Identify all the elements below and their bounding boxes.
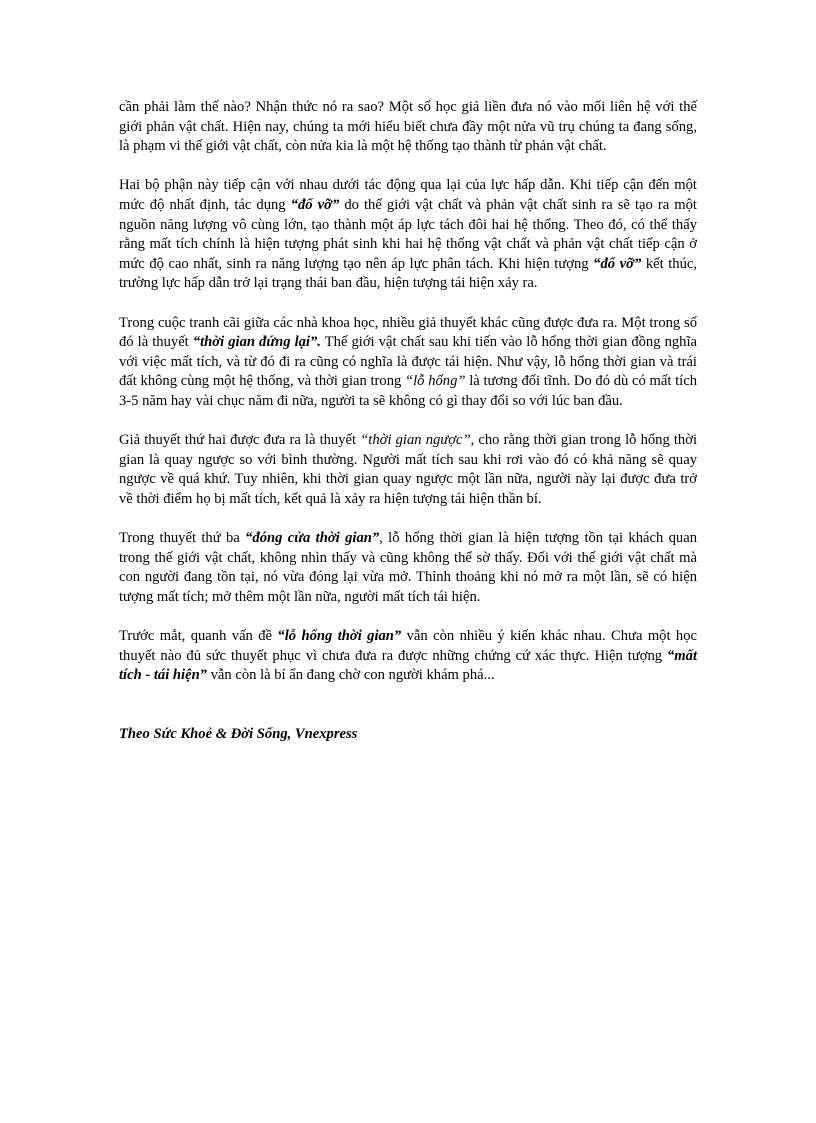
emphasized-term: “mất tích - tái hiện”: [119, 647, 697, 684]
paragraph-text: Giả thuyết thứ hai được đưa ra là thuyết: [119, 432, 361, 449]
emphasized-term: “lỗ hổng”: [405, 373, 466, 390]
article-paragraph: [119, 627, 697, 686]
paragraph-text: là tương đối tĩnh. Do đó dù có mất tích 3-5 năm hay vài chục năm đi nữa, người ta sẽ không có gì thay đổi so với lúc ban đầu.: [119, 373, 697, 409]
paragraph-text: cần phải làm thế nào? Nhận thức nó ra sao? Một số học giả liền đưa nó vào mối liên hệ với thế giới phản vật chất. Hiện nay, chúng ta mới hiểu biết chưa đầy một nửa vũ trụ chúng ta đang sống, là phạm vi thế giới vật chất, còn nửa kia là một hệ thống tạo thành từ phản vật chất.: [119, 99, 697, 155]
emphasized-term: “đổ vỡ”: [593, 255, 642, 272]
paragraph-text: kết thúc, trường lực hấp dẫn trở lại trạng thái ban đầu, hiện tượng tái hiện xảy ra.: [119, 255, 698, 292]
article-paragraph: [119, 176, 697, 294]
paragraph-text: Thế giới vật chất sau khi tiến vào lỗ hổng thời gian đồng nghĩa với việc mất tích, và từ đó đi ra cũng có nghĩa là được tái hiện. Như vậy, lỗ hổng thời gian và trái đất không cùng một hệ thống, và thời gian trong: [119, 334, 697, 390]
paragraph-text: Trước mắt, quanh vấn đề: [119, 628, 278, 645]
article-body: [119, 98, 697, 686]
article-paragraph: [119, 529, 697, 607]
emphasized-term: “đóng cửa thời gian”: [245, 530, 380, 547]
paragraph-text: , lỗ hổng thời gian là hiện tượng tồn tại khách quan trong thế giới vật chất, không nhìn thấy và cũng không thể sờ thấy. Đối với thế giới vật chất mà con người đang tồn tại, nó vừa đóng lại vừa mở. Thỉnh thoảng khi nó mở ra một lần, sẽ có hiện tượng mất tích; mở thêm một lần nữa, người mất tích tái hiện.: [119, 530, 698, 605]
document-page: [119, 98, 697, 744]
paragraph-text: vẫn còn nhiều ý kiến khác nhau. Chưa một học thuyết nào đủ sức thuyết phục vì chưa đưa ra được những chứng cứ xác thực. Hiện tượng: [119, 628, 697, 664]
article-paragraph: [119, 314, 697, 412]
emphasized-term: “thời gian ngược”: [360, 432, 471, 449]
article-paragraph: [119, 431, 697, 509]
article-source: Theo Sức Khoẻ & Đời Sống, Vnexpress: [119, 725, 358, 742]
emphasized-term: “lỗ hổng thời gian”: [277, 628, 402, 645]
article-paragraph: [119, 98, 697, 157]
emphasized-term: “đổ vỡ”: [290, 196, 340, 213]
paragraph-text: vẫn còn là bí ẩn đang chờ con người khám phá...: [206, 667, 495, 684]
paragraph-text: Trong cuộc tranh cãi giữa các nhà khoa học, nhiều giả thuyết khác cũng được đưa ra. Một trong số đó là thuyết: [119, 314, 697, 351]
paragraph-text: , cho rằng thời gian trong lỗ hổng thời gian là quay ngược so với bình thường. Người mất tích sau khi rơi vào đó có khả năng sẽ quay ngược về quá khứ. Tuy nhiên, khi thời gian quay ngược một lần nữa, người này lại được đưa trở về thời điểm họ bị mất tích, kết quả là xảy ra hiện tượng tái hiện thần bí.: [119, 432, 697, 507]
paragraph-text: Hai bộ phận này tiếp cận với nhau dưới tác động qua lại của lực hấp dẫn. Khi tiếp cận đến một mức độ nhất định, tác dụng: [119, 177, 697, 213]
paragraph-text: Trong thuyết thứ ba: [119, 530, 246, 547]
paragraph-text: do thế giới vật chất và phản vật chất sinh ra sẽ tạo ra một nguồn năng lượng vô cùng lớn, tạo thành một áp lực tách đôi hai hệ thống. Theo đó, có thể thấy rằng mất tích chính là hiện tượng phát sinh khi hai hệ thống vật chất và phản vật chất tiếp cận ở mức độ cao nhất, sinh ra năng lượng tạo nên áp lực phân tách. Khi hiện tượng: [119, 196, 697, 272]
emphasized-term: “thời gian đứng lại”.: [192, 334, 321, 351]
